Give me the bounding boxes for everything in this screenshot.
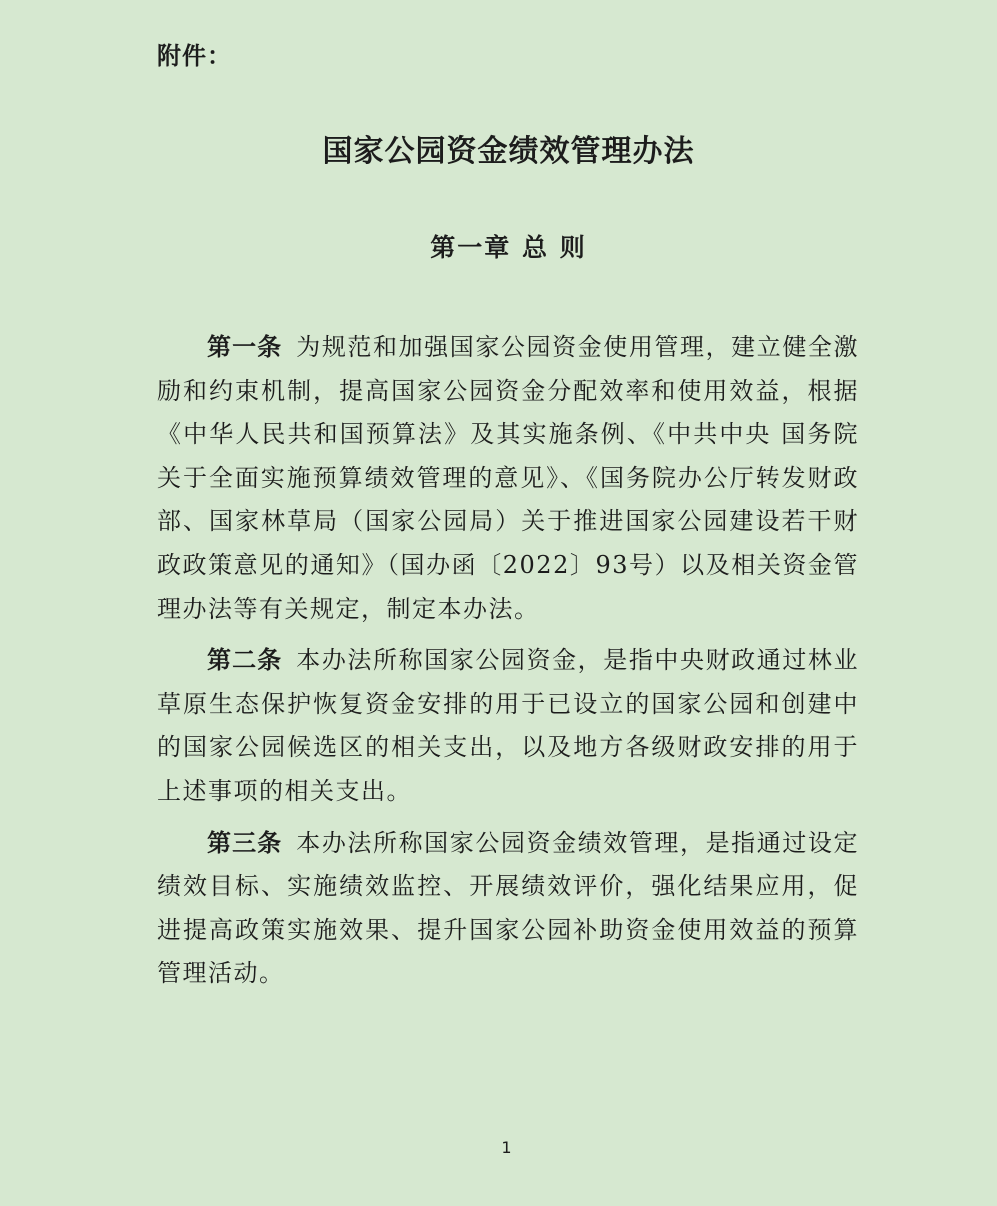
document-body (157, 326, 859, 1004)
document-title: 国家公园资金绩效管理办法 (322, 134, 695, 169)
page-number: 1 (501, 1138, 512, 1157)
article-number: 第一条 (207, 333, 283, 361)
article-2 (157, 639, 859, 813)
attachment-label: 附件： (157, 42, 232, 70)
article-3 (157, 822, 859, 996)
article-1 (157, 326, 859, 631)
chapter-title: 第一章 总 则 (430, 233, 587, 262)
article-number: 第三条 (207, 828, 283, 857)
article-number: 第二条 (207, 646, 283, 675)
article-text: 本办法所称国家公园资金，是指中央财政通过林业草原生态保护恢复资金安排的用于已设立的国家公园和创建中的国家公园候选区的相关支出，以及地方各级财政安排的用于上述事项的相关支出。 (157, 646, 859, 805)
article-text: 为规范和加强国家公园资金使用管理，建立健全激励和约束机制，提高国家公园资金分配效率和使用效益，根据《中华人民共和国预算法》及其实施条例、《中共中央 国务院关于全面实施预算绩效管理的意见》、《国务院办公厅转发财政部、国家林草局（国家公园局）关于推进国家公园建设若干财政政策意见的通知》（国办函〔2022〕93号）以及相关资金管理办法等有关规定，制定本办法。 (157, 333, 859, 623)
article-text: 本办法所称国家公园资金绩效管理，是指通过设定绩效目标、实施绩效监控、开展绩效评价，强化结果应用，促进提高政策实施效果、提升国家公园补助资金使用效益的预算管理活动。 (157, 828, 859, 988)
